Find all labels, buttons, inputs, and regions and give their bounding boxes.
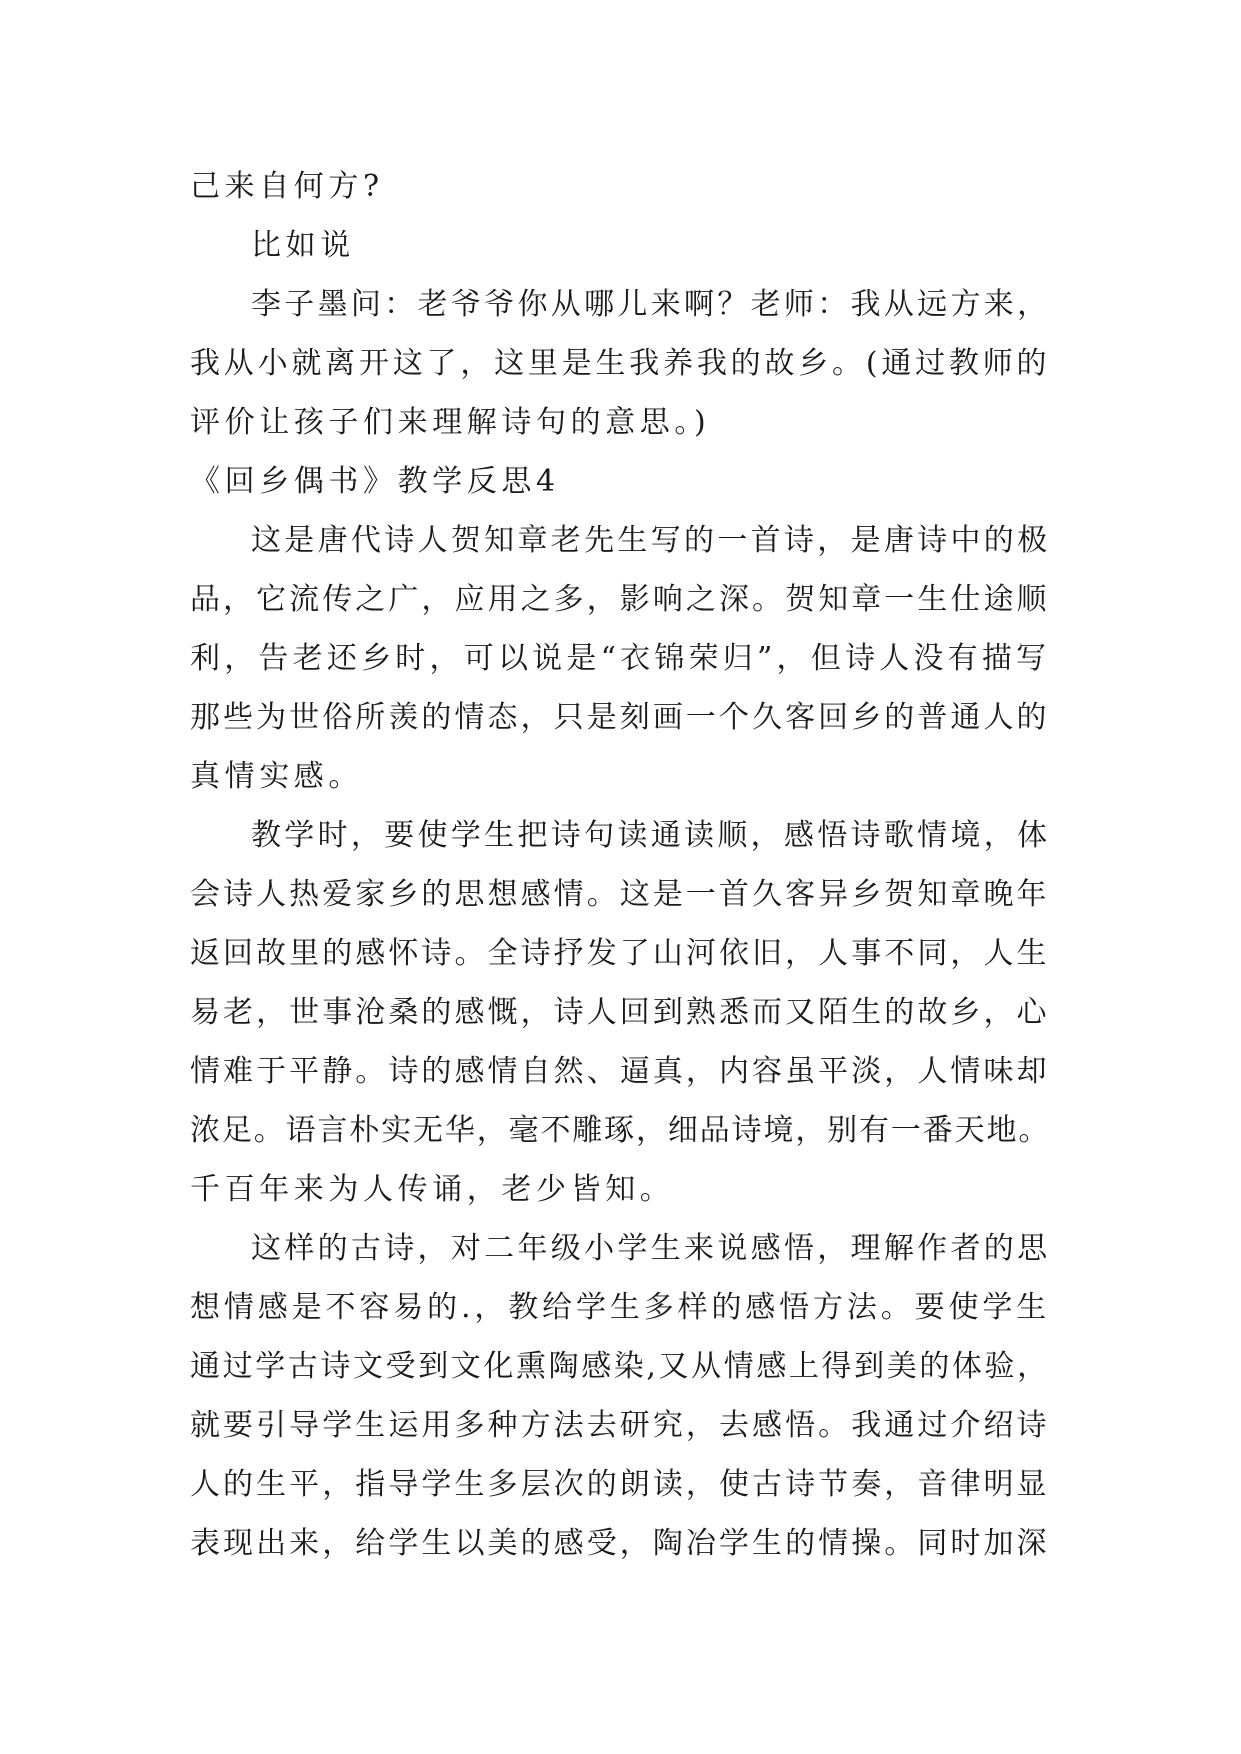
- text-line: 会诗人热爱家乡的思想感情。这是一首久客异乡贺知章晚年: [190, 877, 1050, 912]
- text-line: 千百年来为人传诵，老少皆知。: [190, 1172, 675, 1207]
- text-line: 易老，世事沧桑的感慨，诗人回到熟悉而又陌生的故乡，心: [190, 995, 1050, 1030]
- text-line: 评价让孩子们来理解诗句的意思。): [190, 405, 711, 440]
- text-line: 真情实感。: [190, 759, 363, 794]
- text-line: 表现出来，给学生以美的感受，陶冶学生的情操。同时加深: [190, 1526, 1050, 1561]
- text-line: 这是唐代诗人贺知章老先生写的一首诗，是唐诗中的极: [251, 523, 1051, 558]
- text-line: 那些为世俗所羡的情态，只是刻画一个久客回乡的普通人的: [190, 700, 1050, 735]
- text-line: 这样的古诗，对二年级小学生来说感悟，理解作者的思: [251, 1231, 1051, 1266]
- text-line: 李子墨问：老爷爷你从哪儿来啊？老师：我从远方来，: [251, 287, 1051, 322]
- text-line: 品，它流传之广，应用之多，影响之深。贺知章一生仕途顺: [190, 582, 1050, 617]
- text-line: 比如说: [251, 228, 355, 263]
- text-line: 浓足。语言朴实无华，毫不雕琢，细品诗境，别有一番天地。: [190, 1113, 1051, 1148]
- text-line: 教学时，要使学生把诗句读通读顺，感悟诗歌情境，体: [251, 818, 1051, 853]
- text-line: 通过学古诗文受到文化熏陶感染,又从情感上得到美的体验，: [190, 1349, 1050, 1384]
- text-line: 己来自何方?: [190, 169, 384, 204]
- text-line: 我从小就离开这了，这里是生我养我的故乡。(通过教师的: [190, 346, 1051, 381]
- text-line: 利，告老还乡时，可以说是“衣锦荣归”，但诗人没有描写: [190, 641, 1051, 676]
- text-line: 情难于平静。诗的感情自然、逼真，内容虽平淡，人情味却: [190, 1054, 1050, 1089]
- text-line: 想情感是不容易的.，教给学生多样的感悟方法。要使学生: [190, 1290, 1051, 1325]
- text-line: 人的生平，指导学生多层次的朗读，使古诗节奏，音律明显: [190, 1467, 1050, 1502]
- text-line: 就要引导学生运用多种方法去研究，去感悟。我通过介绍诗: [190, 1408, 1050, 1443]
- text-line: 返回故里的感怀诗。全诗抒发了山河依旧，人事不同，人生: [190, 936, 1050, 971]
- section-heading: 《回乡偶书》教学反思4: [190, 464, 560, 499]
